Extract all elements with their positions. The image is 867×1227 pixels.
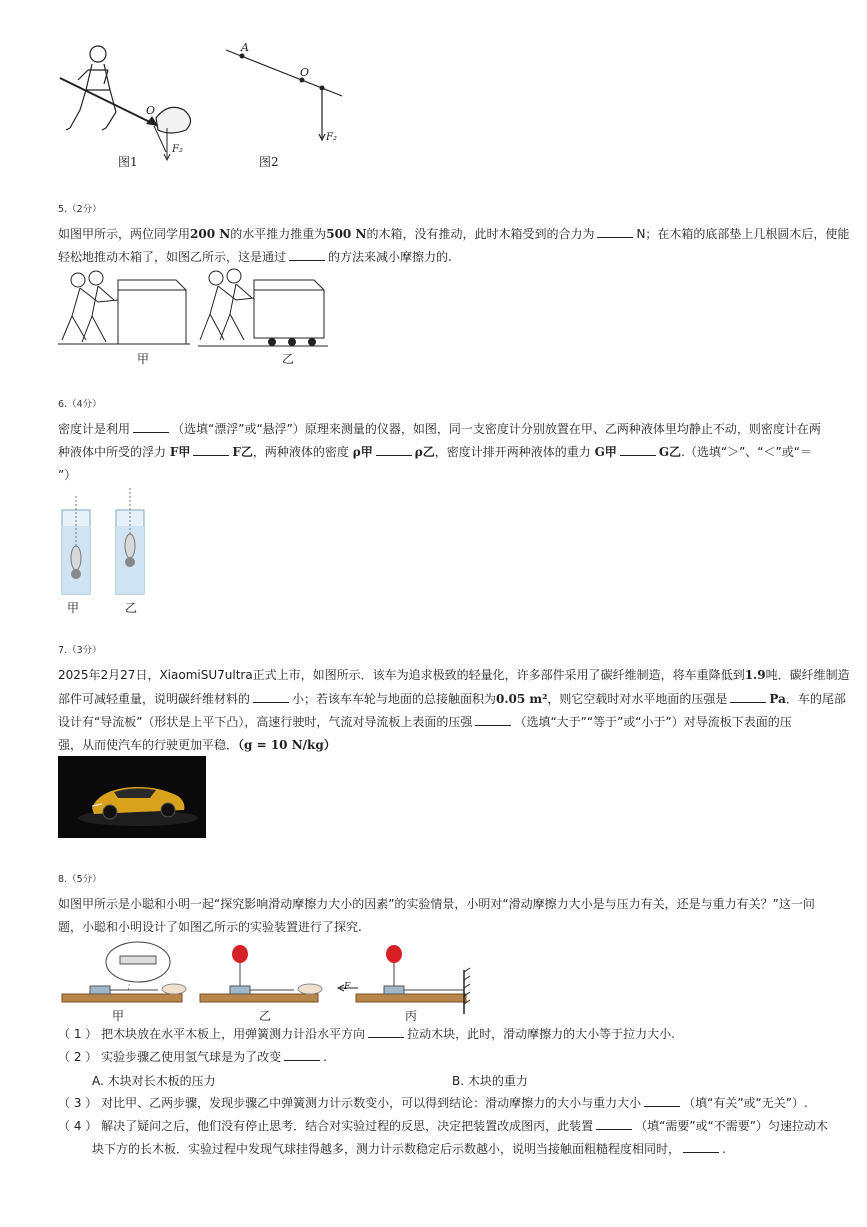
q5-caption-jia: 甲: [137, 352, 150, 366]
q8-caption-jia: 甲: [112, 1009, 125, 1023]
q6-header: 6.（4分）: [58, 399, 102, 410]
q6-line-3: ”）: [58, 468, 77, 482]
answer-blank: [644, 1095, 680, 1107]
push-box-figure: [58, 266, 330, 350]
car-image: [58, 756, 206, 838]
q8-sub-4-cont: 块下方的长木板．实验过程中发现气球挂得越多，测力计示数稳定后示数越小，说明当接触面粗糙程度相同时， .: [92, 1142, 726, 1156]
q7-line-3: 设计有“导流板”（形状是上平下凸），高速行驶时，气流对导流板上表面的压强 （选填“大于”“等于”或“小于”）对导流板下表面的压: [58, 715, 792, 729]
answer-blank: [376, 444, 412, 456]
hydrometer-figure: [58, 486, 168, 601]
q8-force-label: F: [344, 982, 351, 992]
lever-figure-1: [58, 40, 208, 170]
answer-blank: [596, 1118, 632, 1130]
answer-blank: [289, 249, 325, 261]
q7-line-4: 强，从而使汽车的行驶更加平稳．（g = 10 N/kg）: [58, 738, 336, 752]
answer-blank: [475, 714, 511, 726]
q8-option-b[interactable]: B. 木块的重力: [452, 1074, 528, 1088]
fig2-label-a: A: [241, 41, 249, 54]
answer-blank: [620, 444, 656, 456]
q5-line-1: 如图甲所示，两位同学用200 N的水平推力推重为500 N的木箱，没有推动，此时木箱受到的合力为 N；在木箱的底部垫上几根圆木后，使能: [58, 227, 850, 241]
answer-blank: [284, 1049, 320, 1061]
q8-sub-2: （ 2 ） 实验步骤乙使用氢气球是为了改变 .: [58, 1050, 327, 1064]
answer-blank: [368, 1026, 404, 1038]
fig2-caption: 图2: [259, 155, 279, 169]
q8-line-1: 如图甲所示是小聪和小明一起“探究影响滑动摩擦力大小的因素”的实验情景，小明对“滑动摩擦力大小是与压力有关，还是与重力有关？”这一问: [58, 897, 815, 911]
car-photo: [58, 756, 206, 838]
fig1-caption: 图1: [118, 155, 138, 169]
q5-line-2: 轻松地推动木箱了，如图乙所示，这是通过 的方法来减小摩擦力的.: [58, 250, 452, 264]
friction-experiment-figure: [58, 940, 478, 1014]
answer-blank: [683, 1141, 719, 1153]
answer-blank: [597, 226, 633, 238]
fig1-label-f: F₂: [172, 144, 183, 155]
fig2-label-f: F₂: [326, 132, 337, 143]
q8-caption-bing: 丙: [405, 1009, 418, 1023]
q8-header: 8.（5分）: [58, 874, 102, 885]
answer-blank: [193, 444, 229, 456]
q7-line-2: 部件可减轻重量，说明碳纤维材料的 小；若该车车轮与地面的总接触面积为0.05 m²，则它空载时对水平地面的压强是 Pa．车的尾部: [58, 692, 846, 706]
q6-caption-yi: 乙: [125, 601, 138, 615]
q6-line-2: 种液体中所受的浮力 F甲 F乙，两种液体的密度 ρ甲 ρ乙，密度计排开两种液体的重力 G甲 G乙.（选填“＞”、“＜”或“＝: [58, 445, 812, 459]
q6-line-1: 密度计是利用 （选填“漂浮”或“悬浮”）原理来测量的仪器，如图，同一支密度计分别放置在甲、乙两种液体里均静止不动，则密度计在两: [58, 422, 821, 436]
q8-sub-1: （ 1 ） 把木块放在水平木板上，用弹簧测力计沿水平方向 拉动木块，此时，滑动摩擦力的大小等于拉力大小.: [58, 1027, 675, 1041]
q5-header: 5.（2分）: [58, 204, 102, 215]
answer-blank: [253, 691, 289, 703]
fig2-label-o: O: [300, 66, 310, 79]
q8-line-2: 题，小聪和小明设计了如图乙所示的实验装置进行了探究.: [58, 920, 362, 934]
q8-sub-4: （ 4 ） 解决了疑问之后，他们没有停止思考．结合对实验过程的反思，决定把装置改成图丙，此装置 （填“需要”或“不需要”）匀速拉动木: [58, 1119, 828, 1133]
q6-caption-jia: 甲: [67, 601, 80, 615]
answer-blank: [133, 421, 169, 433]
answer-blank: [730, 691, 766, 703]
q8-caption-yi: 乙: [259, 1009, 272, 1023]
q8-option-a[interactable]: A. 木块对长木板的压力: [92, 1074, 216, 1088]
q7-line-1: 2025年2月27日，XiaomiSU7ultra正式上市，如图所示．该车为追求极致的轻量化，许多部件采用了碳纤维制造，将车重降低到1.9吨．碳纤维制造: [58, 668, 850, 682]
q7-header: 7.（3分）: [58, 645, 102, 656]
q5-caption-yi: 乙: [282, 352, 295, 366]
fig1-label-o: O: [146, 104, 156, 117]
q8-sub-3: （ 3 ） 对比甲、乙两步骤，发现步骤乙中弹簧测力计示数变小，可以得到结论：滑动摩擦力的大小与重力大小 （填“有关”或“无关”）.: [58, 1096, 808, 1110]
